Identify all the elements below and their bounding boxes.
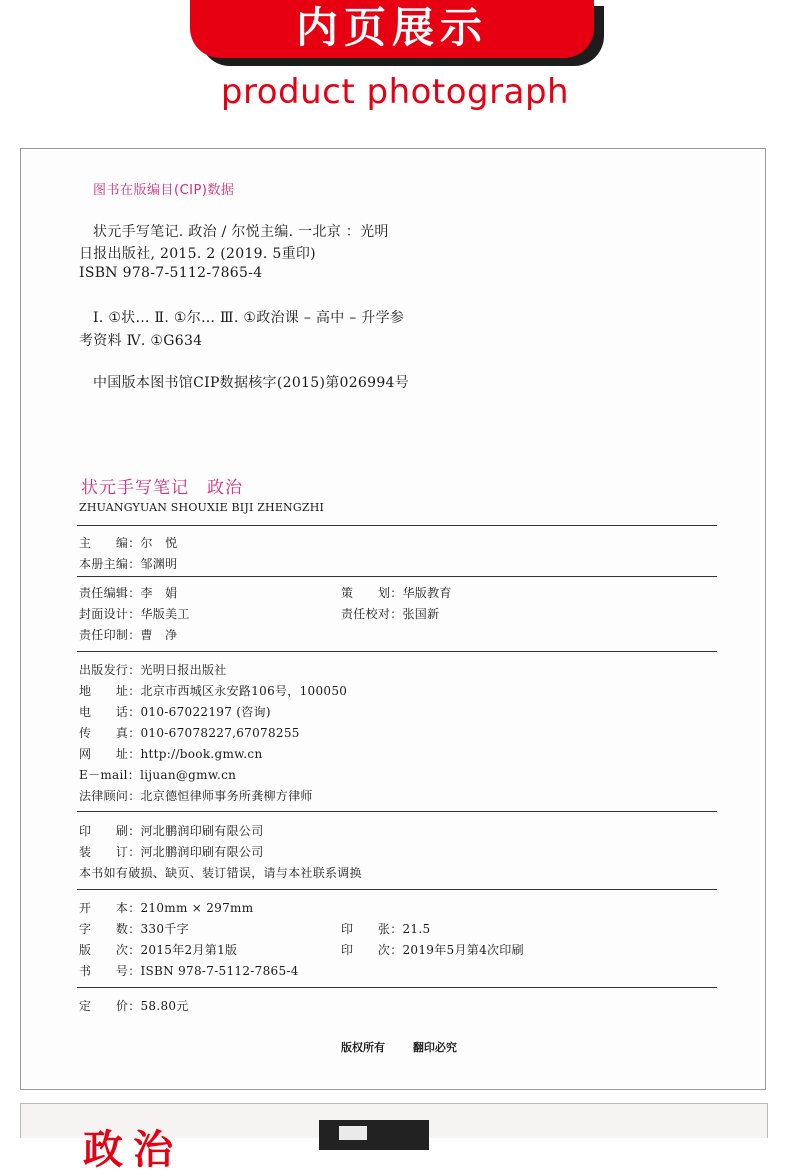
edition: 版 次：2015年2月第1版 — [79, 943, 238, 957]
publisher-line: 出版发行：光明日报出版社 — [79, 663, 227, 677]
copyright-footer — [341, 1039, 481, 1055]
cip-line: Ⅰ. ①状… Ⅱ. ①尔… Ⅲ. ①政治课 – 高中 – 升学参 — [93, 310, 405, 326]
binder: 装 订：河北鹏润印刷有限公司 — [79, 845, 264, 859]
price: 定 价：58.80元 — [79, 999, 189, 1013]
publisher-line: 法律顾问：北京德恒律师事务所龚柳方律师 — [79, 789, 313, 803]
printing-supervisor: 责任印制：曹 净 — [79, 628, 178, 642]
volume-editor: 本册主编：邹渊明 — [79, 557, 178, 571]
book-title: 状元手写笔记 政治 — [81, 478, 243, 498]
printer: 印 刷：河北鹏润印刷有限公司 — [79, 824, 264, 838]
printed-sheets: 印 张：21.5 — [341, 922, 431, 936]
cip-line: ISBN 978-7-5112-7865-4 — [79, 265, 263, 281]
section-subtitle: product photograph — [220, 72, 570, 112]
no-piracy: 翻印必究 — [412, 1041, 457, 1054]
next-page-heading: 政治 — [83, 1127, 183, 1173]
publisher-line: E－mail：lijuan@gmw.cn — [79, 768, 237, 782]
section-title-banner: 内页展示 — [190, 0, 594, 58]
book-title-pinyin: ZHUANGYUAN SHOUXIE BIJI ZHENGZHI — [79, 501, 325, 514]
publisher-line: 地 址：北京市西城区永安路106号，100050 — [79, 684, 348, 698]
next-page-graphic — [319, 1120, 429, 1150]
isbn: 书 号：ISBN 978-7-5112-7865-4 — [79, 964, 299, 978]
proofreading: 责任校对：张国新 — [341, 607, 440, 621]
divider — [77, 811, 717, 812]
copyright-page-image — [20, 148, 766, 1090]
publisher-line: 传 真：010-67078227,67078255 — [79, 726, 300, 740]
divider — [77, 889, 717, 890]
format: 开 本：210mm × 297mm — [79, 901, 254, 915]
defect-notice: 本书如有破损、缺页、装订错误，请与本社联系调换 — [79, 866, 362, 880]
publisher-line: 电 话：010-67022197 (咨询) — [79, 705, 271, 719]
cover-design: 封面设计：华版美工 — [79, 607, 190, 621]
word-count: 字 数：330千字 — [79, 922, 189, 936]
cip-line: 考资料 Ⅳ. ①G634 — [79, 333, 203, 349]
publisher-line: 网 址：http://book.gmw.cn — [79, 747, 263, 761]
divider — [77, 987, 717, 988]
divider — [77, 525, 717, 526]
divider — [77, 576, 717, 577]
divider — [77, 651, 717, 652]
cip-line: 中国版本图书馆CIP数据核字(2015)第026994号 — [93, 375, 410, 391]
cip-line: 状元手写笔记. 政治 / 尔悦主编. 一北京 ：光明 — [93, 224, 389, 240]
editor-in-chief: 主 编：尔 悦 — [79, 536, 178, 550]
planning: 策 划：华版教育 — [341, 586, 452, 600]
responsible-editor: 责任编辑：李 娟 — [79, 586, 178, 600]
impression: 印 次：2019年5月第4次印刷 — [341, 943, 524, 957]
rights-reserved: 版权所有 — [341, 1041, 385, 1054]
cip-heading: 图书在版编目(CIP)数据 — [93, 183, 235, 198]
cip-line: 日报出版社, 2015. 2 (2019. 5重印) — [79, 246, 316, 262]
next-page-preview — [20, 1103, 768, 1173]
